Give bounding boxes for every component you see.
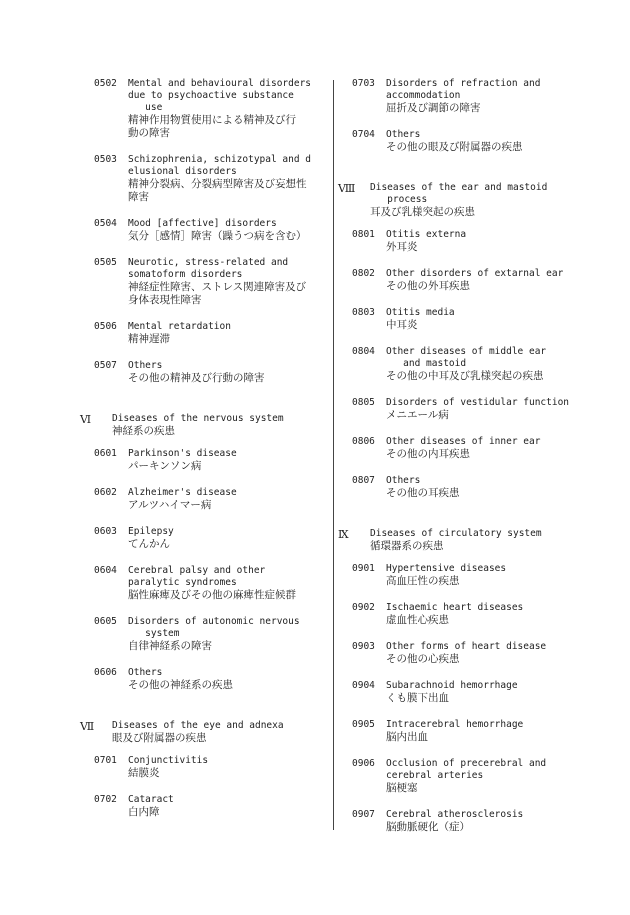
item-code: 0702	[94, 794, 117, 805]
column-divider	[333, 80, 334, 830]
item-code: 0701	[94, 755, 117, 766]
left-column	[80, 78, 330, 833]
japanese-name: アルツハイマー病	[128, 499, 212, 511]
item-code: 0603	[94, 526, 117, 537]
item-code: 0504	[94, 218, 117, 229]
japanese-name: 虚血性心疾患	[386, 614, 449, 626]
japanese-name: 中耳炎	[386, 319, 418, 331]
japanese-name: 脳梗塞	[386, 782, 418, 794]
disease-item	[80, 755, 330, 780]
disease-item	[338, 397, 588, 422]
disease-item	[338, 809, 588, 834]
disease-item	[80, 257, 330, 307]
item-code: 0506	[94, 321, 117, 332]
chapter-heading	[338, 182, 588, 219]
item-code: 0904	[352, 680, 375, 691]
english-name: Other disorders of extarnal ear	[386, 268, 564, 279]
japanese-name: 精神作用物質使用による精神及び行 動の障害	[128, 114, 296, 139]
disease-item	[80, 448, 330, 473]
disease-item	[338, 641, 588, 666]
japanese-name: 外耳炎	[386, 241, 418, 253]
japanese-name: パーキンソン病	[128, 460, 202, 472]
japanese-name: てんかん	[128, 538, 170, 550]
english-name: Schizophrenia, schizotypal and d elusional disorders	[128, 154, 312, 177]
japanese-name: 屈折及び調節の障害	[386, 102, 481, 114]
disease-item	[338, 307, 588, 332]
item-code: 0905	[352, 719, 375, 730]
item-code: 0502	[94, 78, 117, 89]
japanese-name: 神経系の疾患	[112, 425, 175, 437]
japanese-name: 精神分裂病、分裂病型障害及び妄想性 障害	[128, 178, 307, 203]
japanese-name: くも膜下出血	[386, 692, 449, 704]
english-name: Occlusion of precerebral and cerebral arteries	[386, 758, 547, 781]
disease-item	[80, 218, 330, 243]
english-name: Cataract	[128, 794, 174, 805]
japanese-name: 白内障	[128, 806, 160, 818]
japanese-name: 耳及び乳様突起の疾患	[370, 206, 475, 218]
english-name: Hypertensive diseases	[386, 563, 507, 574]
disease-item	[338, 129, 588, 154]
disease-item	[338, 268, 588, 293]
item-code: 0805	[352, 397, 375, 408]
japanese-name: その他の精神及び行動の障害	[128, 372, 265, 384]
japanese-name: その他の神経系の疾患	[128, 679, 233, 691]
chapter-number: Ⅶ	[80, 720, 95, 733]
item-code: 0605	[94, 616, 117, 627]
disease-item	[338, 346, 588, 383]
english-name: Cerebral atherosclerosis	[386, 809, 524, 820]
disease-item	[80, 526, 330, 551]
right-column	[338, 78, 588, 848]
disease-item	[80, 154, 330, 204]
english-name: Disorders of vestidular function	[386, 397, 570, 408]
english-name: Diseases of circulatory system	[370, 528, 542, 539]
english-name: Others	[386, 129, 421, 140]
english-name: Diseases of the nervous system	[112, 413, 284, 424]
english-name: Epilepsy	[128, 526, 174, 537]
item-code: 0604	[94, 565, 117, 576]
english-name: Diseases of the eye and adnexa	[112, 720, 284, 731]
item-code: 0901	[352, 563, 375, 574]
japanese-name: その他の外耳疾患	[386, 280, 470, 292]
english-name: Subarachnoid hemorrhage	[386, 680, 518, 691]
disease-item	[338, 563, 588, 588]
disease-item	[338, 719, 588, 744]
chapter-heading	[338, 528, 588, 553]
japanese-name: その他の耳疾患	[386, 487, 460, 499]
disease-item	[80, 321, 330, 346]
item-code: 0907	[352, 809, 375, 820]
english-name: Conjunctivitis	[128, 755, 209, 766]
item-code: 0602	[94, 487, 117, 498]
japanese-name: 眼及び附属器の疾患	[112, 732, 207, 744]
english-name: Other forms of heart disease	[386, 641, 547, 652]
item-code: 0507	[94, 360, 117, 371]
chapter-number: Ⅵ	[80, 413, 92, 426]
item-code: 0902	[352, 602, 375, 613]
item-code: 0807	[352, 475, 375, 486]
english-name: Parkinson's disease	[128, 448, 237, 459]
japanese-name: 高血圧性の疾患	[386, 575, 460, 587]
item-code: 0704	[352, 129, 375, 140]
japanese-name: その他の心疾患	[386, 653, 460, 665]
chapter-number: Ⅷ	[338, 182, 356, 195]
japanese-name: その他の中耳及び乳様突起の疾患	[386, 370, 544, 382]
english-name: Neurotic, stress‐related and somatoform disorders	[128, 257, 289, 280]
item-code: 0606	[94, 667, 117, 678]
disease-item	[80, 794, 330, 819]
disease-item	[80, 616, 330, 653]
english-name: Disorders of autonomic nervous system	[128, 616, 300, 639]
disease-item	[80, 487, 330, 512]
item-code: 0804	[352, 346, 375, 357]
disease-item	[338, 78, 588, 115]
english-name: Other diseases of inner ear	[386, 436, 541, 447]
disease-item	[338, 602, 588, 627]
item-code: 0801	[352, 229, 375, 240]
disease-item	[80, 360, 330, 385]
item-code: 0505	[94, 257, 117, 268]
japanese-name: その他の眼及び附属器の疾患	[386, 141, 523, 153]
item-code: 0906	[352, 758, 375, 769]
disease-item	[338, 680, 588, 705]
item-code: 0802	[352, 268, 375, 279]
english-name: Otitis externa	[386, 229, 467, 240]
english-name: Ischaemic heart diseases	[386, 602, 524, 613]
english-name: Others	[128, 667, 163, 678]
japanese-name: 神経症性障害、ストレス関連障害及び 身体表現性障害	[128, 281, 307, 306]
japanese-name: メニエール病	[386, 409, 449, 421]
disease-item	[80, 667, 330, 692]
item-code: 0806	[352, 436, 375, 447]
japanese-name: 精神遅滞	[128, 333, 170, 345]
english-name: Disorders of refraction and accommodation	[386, 78, 541, 101]
english-name: Others	[386, 475, 421, 486]
english-name: Diseases of the ear and mastoid process	[370, 182, 548, 205]
disease-item	[338, 229, 588, 254]
disease-item	[80, 78, 330, 140]
japanese-name: その他の内耳疾患	[386, 448, 470, 460]
item-code: 0703	[352, 78, 375, 89]
japanese-name: 循環器系の疾患	[370, 540, 444, 552]
chapter-heading	[80, 413, 330, 438]
item-code: 0601	[94, 448, 117, 459]
japanese-name: 自律神経系の障害	[128, 640, 212, 652]
disease-item	[80, 565, 330, 602]
item-code: 0803	[352, 307, 375, 318]
item-code: 0903	[352, 641, 375, 652]
chapter-heading	[80, 720, 330, 745]
english-name: Cerebral palsy and other paralytic syndromes	[128, 565, 266, 588]
japanese-name: 結膜炎	[128, 767, 160, 779]
english-name: Mood [affective] disorders	[128, 218, 277, 229]
japanese-name: 脳性麻痺及びその他の麻痺性症候群	[128, 589, 296, 601]
english-name: Other diseases of middle ear and mastoid	[386, 346, 547, 369]
chapter-number: Ⅸ	[338, 528, 349, 541]
english-name: Mental retardation	[128, 321, 231, 332]
english-name: Others	[128, 360, 163, 371]
disease-item	[338, 758, 588, 795]
japanese-name: 脳動脈硬化（症）	[386, 821, 470, 833]
japanese-name: 気分［感情］障害（躁うつ病を含む）	[128, 230, 307, 242]
item-code: 0503	[94, 154, 117, 165]
disease-item	[338, 475, 588, 500]
english-name: Mental and behavioural disorders due to psychoactive substance use	[128, 78, 312, 113]
disease-item	[338, 436, 588, 461]
english-name: Alzheimer's disease	[128, 487, 237, 498]
japanese-name: 脳内出血	[386, 731, 428, 743]
english-name: Intracerebral hemorrhage	[386, 719, 524, 730]
english-name: Otitis media	[386, 307, 455, 318]
